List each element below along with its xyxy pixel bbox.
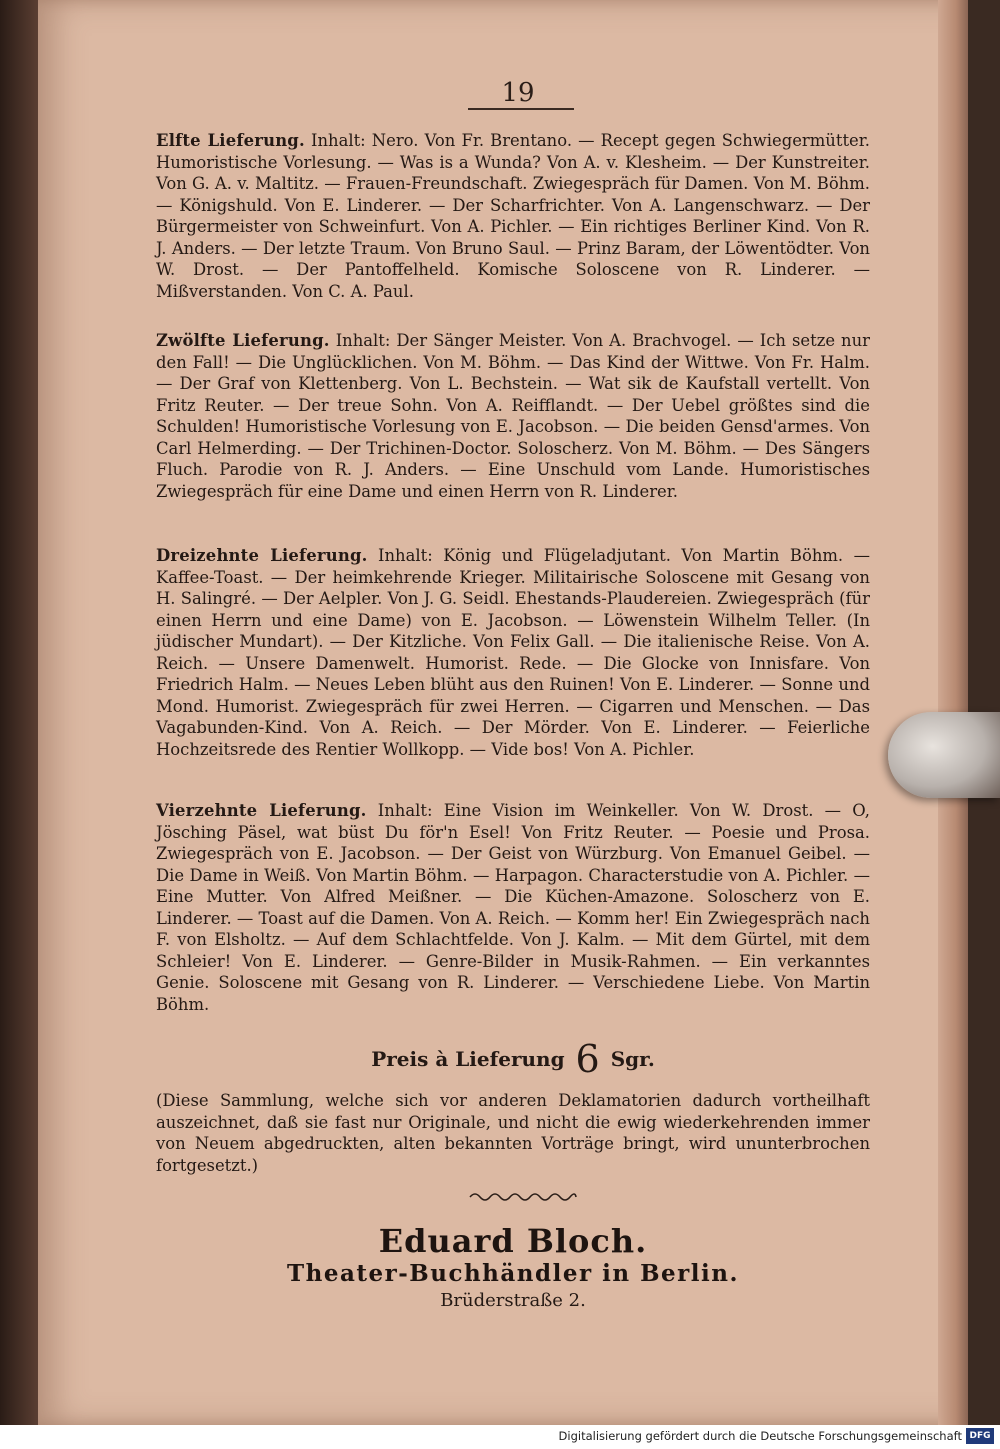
- section-heading: Vierzehnte Lieferung.: [156, 801, 367, 820]
- page-number-rule: [468, 108, 574, 110]
- delivery-section-12: [156, 330, 870, 502]
- delivery-section-13: [156, 545, 870, 760]
- dfg-logo-icon: DFG: [966, 1428, 994, 1444]
- page-clip-holder: [888, 712, 1000, 798]
- price-label: Preis à Lieferung: [371, 1047, 565, 1071]
- section-text: Inhalt: Eine Vision im Weinkeller. Von W. Drost. — O, Jösching Päsel, wat büst Du för'n Esel! Von Fritz Reuter. — Poesie und Prosa. Zwiegespräch von E. Jacobson. — Der Geist von Würzburg. Von Emanuel Geibel. — Die Dame in Weiß. Von Martin Böhm. — Harpagon. Characterstudie von A. Pichler. — Eine Mutter. Von Alfred Meißner. — Die Küchen-Amazone. Soloscherz von E. Linderer. — Toast auf die Damen. Von A. Reich. — Komm her! Ein Zwiegespräch nach F. von Elsholtz. — Auf dem Schlachtfelde. Von J. Kalm. — Mit dem Gürtel, mit dem Schleier! Von E. Linderer. — Genre-Bilder in Musik-Rahmen. — Ein verkanntes Genie. Soloscene mit Gesang von R. Linderer. — Verschiedene Liebe. Von Martin Böhm.: [156, 801, 870, 1014]
- section-text: Inhalt: Nero. Von Fr. Brentano. — Recept gegen Schwiegermütter. Humoristische Vorlesung. — Was is a Wunda? Von A. v. Klesheim. — Der Kunstreiter. Von G. A. v. Maltitz. — Frauen-Freundschaft. Zwiegespräch für Damen. Von M. Böhm. — Königshuld. Von E. Linderer. — Der Scharfrichter. Von A. Langenschwarz. — Der Bürgermeister von Schweinfurt. Von A. Pichler. — Ein richtiges Berliner Kind. Von R. J. Anders. — Der letzte Traum. Von Bruno Saul. — Prinz Baram, der Löwentödter. Von W. Drost. — Der Pantoffelheld. Komische Soloscene von R. Linderer. — Mißverstanden. Von C. A. Paul.: [156, 131, 870, 301]
- collection-note: (Diese Sammlung, welche sich vor anderen Deklamatorien dadurch vortheilhaft auszeichnet, daß sie fast nur Originale, und nicht die ewig wiederkehrenden immer von Neuem abgedruckten, alten bekannten Vorträge bringt, wird ununterbrochen fortgesetzt.): [156, 1091, 870, 1175]
- price-line: [156, 1037, 870, 1081]
- book-gutter-shadow: [0, 0, 38, 1425]
- delivery-section-11: [156, 130, 870, 302]
- section-text: Inhalt: Der Sänger Meister. Von A. Brachvogel. — Ich setze nur den Fall! — Die Unglücklichen. Von M. Böhm. — Das Kind der Wittwe. Von Fr. Halm. — Der Graf von Klettenberg. Von L. Bechstein. — Wat sik de Kaufstall vertellt. Von Fritz Reuter. — Der treue Sohn. Von A. Reifflandt. — Der Uebel größtes sind die Schulden! Humoristische Vorlesung von E. Jacobson. — Die beiden Gensd'armes. Von Carl Helmerding. — Der Trichinen-Doctor. Soloscherz. Von M. Böhm. — Des Sängers Fluch. Parodie von R. J. Anders. — Eine Unschuld vom Lande. Humoristisches Zwiegespräch für eine Dame und einen Herrn von R. Linderer.: [156, 331, 870, 501]
- footer-credit: Digitalisierung gefördert durch die Deutsche Forschungsgemeinschaft: [558, 1429, 962, 1443]
- page-number: 19: [501, 78, 535, 108]
- publisher-name: Eduard Bloch.: [378, 1222, 648, 1260]
- section-heading: Zwölfte Lieferung.: [156, 331, 330, 350]
- section-heading: Elfte Lieferung.: [156, 131, 305, 150]
- publisher-title: Theater-Buchhändler in Berlin.: [287, 1260, 739, 1287]
- section-heading: Dreizehnte Lieferung.: [156, 546, 368, 565]
- wave-ornament: [468, 1190, 578, 1204]
- delivery-section-14: [156, 800, 870, 1015]
- price-amount: 6: [575, 1037, 600, 1081]
- document-page: [38, 0, 968, 1425]
- publisher-address: Brüderstraße 2.: [440, 1290, 586, 1311]
- section-text: Inhalt: König und Flügeladjutant. Von Martin Böhm. — Kaffee-Toast. — Der heimkehrende Krieger. Militairische Soloscene mit Gesang von H. Salingré. — Der Aelpler. Von J. G. Seidl. Ehestands-Plaudereien. Zwiegespräch (für einen Herrn und eine Dame) von E. Jacobson. — Löwenstein Wilhelm Teller. (In jüdischer Mundart). — Der Kitzliche. Von Felix Gall. — Die italienische Reise. Von A. Reich. — Unsere Damenwelt. Humorist. Rede. — Die Glocke von Innisfare. Von Friedrich Halm. — Neues Leben blüht aus den Ruinen! Von E. Linderer. — Sonne und Mond. Humorist. Zwiegespräch für zwei Herren. — Cigarren und Menschen. — Das Vagabunden-Kind. Von A. Reich. — Der Mörder. Von E. Linderer. — Feierliche Hochzeitsrede des Rentier Wollkopp. — Vide bos! Von A. Pichler.: [156, 546, 870, 759]
- price-currency: Sgr.: [610, 1047, 655, 1071]
